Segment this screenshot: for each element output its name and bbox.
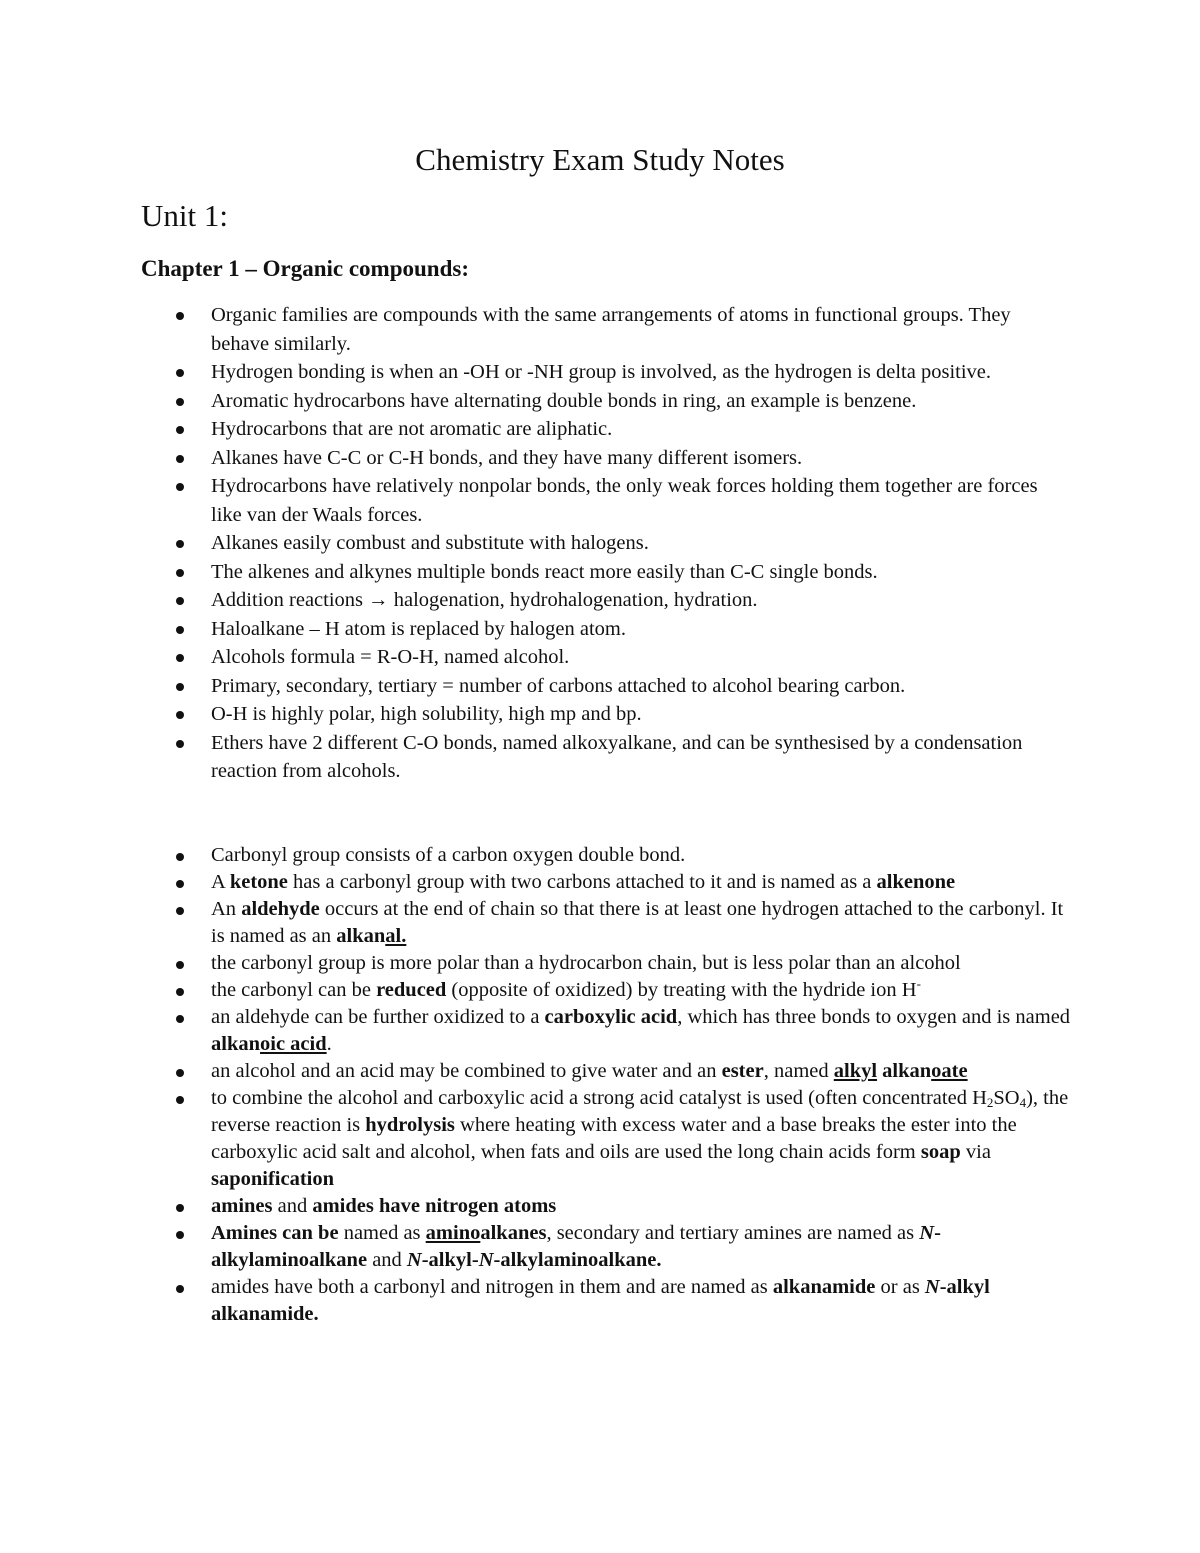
text: (opposite of oxidized) by treating with the hydride ion H <box>446 979 917 1001</box>
list-item-oxidized <box>141 1004 1071 1058</box>
list-item: Alkanes have C-C or C-H bonds, and they have many different isomers. <box>141 444 1071 473</box>
italic-n: N <box>406 1249 422 1271</box>
text: has a carbonyl group with two carbons attached to it and is named as a <box>287 871 877 893</box>
list-item-reduced <box>141 977 1071 1004</box>
list-item: Hydrogen bonding is when an -OH or -NH group is involved, as the hydrogen is delta positive. <box>141 358 1071 387</box>
text: amides have both a carbonyl and nitrogen in them and are named as <box>211 1276 773 1298</box>
text: , which has three bonds to oxygen and is named <box>677 1006 1071 1028</box>
term-prefix: amino <box>425 1222 481 1244</box>
term-part: -alkyl alkanamide. <box>211 1276 990 1325</box>
term-ester: ester <box>721 1060 764 1082</box>
document-title: Chemistry Exam Study Notes <box>415 142 785 177</box>
term-saponification: saponification <box>211 1168 335 1190</box>
list-item: Haloalkane – H atom is replaced by halogen atom. <box>141 615 1071 644</box>
italic-n: N <box>919 1222 935 1244</box>
list-item: Hydrocarbons have relatively nonpolar bonds, the only weak forces holding them together are forces like van der Waals forces. <box>141 472 1071 529</box>
term-part: alkanes <box>480 1222 547 1244</box>
text: A <box>211 871 230 893</box>
list-item: O-H is highly polar, high solubility, high mp and bp. <box>141 700 1071 729</box>
text: , secondary and tertiary amines are named as <box>546 1222 920 1244</box>
list-item: The alkenes and alkynes multiple bonds react more easily than C-C single bonds. <box>141 558 1071 587</box>
text: SO <box>993 1087 1020 1109</box>
list-item: Addition reactions → halogenation, hydrohalogenation, hydration. <box>141 586 1071 615</box>
text: ), the reverse reaction is <box>211 1087 1069 1136</box>
list-item-aldehyde <box>141 896 1071 950</box>
term-suffix: oate <box>931 1060 968 1082</box>
chapter-heading: Chapter 1 – Organic compounds: <box>141 256 469 281</box>
list-item: Alcohols formula = R-O-H, named alcohol. <box>141 643 1071 672</box>
text: , named <box>763 1060 834 1082</box>
term-part: alkan <box>211 1033 260 1055</box>
subscript: 2 <box>986 1095 994 1110</box>
text: via <box>960 1141 991 1163</box>
text: An <box>211 898 242 920</box>
term-suffix: al. <box>385 925 407 947</box>
text: . <box>326 1033 332 1055</box>
text: where heating with excess water and a base breaks the ester into the carboxylic acid salt and alcohol, when fats and oils are used the long chain acids form <box>211 1114 1017 1163</box>
text: and <box>367 1249 407 1271</box>
term-n-alkyl-n-alkylaminoalkane <box>407 1249 662 1271</box>
notes-list-part1 <box>141 301 1071 786</box>
subscript: 4 <box>1019 1095 1027 1110</box>
term-alkanoic-acid <box>211 1033 327 1055</box>
term-hydrolysis: hydrolysis <box>365 1114 455 1136</box>
term-part: -alkylaminoalkane <box>211 1222 941 1271</box>
unit-heading: Unit 1: <box>141 198 228 233</box>
list-item-carbonyl: Carbonyl group consists of a carbon oxygen double bond. <box>141 842 1071 869</box>
text: an aldehyde can be further oxidized to a <box>211 1006 545 1028</box>
list-item-ketone <box>141 869 1071 896</box>
term-part: alkan <box>877 1060 932 1082</box>
text: to combine the alcohol and carboxylic acid a strong acid catalyst is used (often concentrated H <box>211 1087 987 1109</box>
list-item-amides <box>141 1274 1071 1328</box>
term-amines-can-be: Amines can be <box>211 1222 339 1244</box>
list-item: Aromatic hydrocarbons have alternating double bonds in ring, an example is benzene. <box>141 387 1071 416</box>
term-soap: soap <box>920 1141 961 1163</box>
list-item: Ethers have 2 different C-O bonds, named alkoxyalkane, and can be synthesised by a condensation reaction from alcohols. <box>141 729 1071 786</box>
list-item-nitrogen <box>141 1193 1071 1220</box>
term-alkenone: alkenone <box>876 871 956 893</box>
text: and <box>272 1195 313 1217</box>
term-reduced: reduced <box>376 979 447 1001</box>
term-aldehyde: aldehyde <box>241 898 320 920</box>
term-carboxylic-acid: carboxylic acid <box>544 1006 678 1028</box>
list-item: Primary, secondary, tertiary = number of carbons attached to alcohol bearing carbon. <box>141 672 1071 701</box>
notes-list-part2 <box>141 842 1071 1328</box>
list-item: Hydrocarbons that are not aromatic are aliphatic. <box>141 415 1071 444</box>
text: an alcohol and an acid may be combined to give water and an <box>211 1060 722 1082</box>
term-alkanal <box>336 925 406 947</box>
text: occurs at the end of chain so that there is at least one hydrogen attached to the carbonyl. It is named as an <box>211 898 1064 947</box>
term-part: alkan <box>336 925 386 947</box>
list-item: Organic families are compounds with the same arrangements of atoms in functional groups. They behave similarly. <box>141 301 1071 358</box>
term-amides: amides have nitrogen atoms <box>312 1195 557 1217</box>
term-part: -alkylaminoalkane. <box>493 1249 662 1271</box>
term-alkyl-alkanoate <box>834 1060 968 1082</box>
text: or as <box>875 1276 925 1298</box>
term-alkanamide: alkanamide <box>772 1276 876 1298</box>
term-suffix: oic acid <box>260 1033 327 1055</box>
italic-n: N <box>478 1249 494 1271</box>
text: named as <box>338 1222 426 1244</box>
term-amines: amines <box>211 1195 273 1217</box>
text: the carbonyl can be <box>211 979 377 1001</box>
list-item-polarity: the carbonyl group is more polar than a hydrocarbon chain, but is less polar than an alcohol <box>141 950 1071 977</box>
list-item-hydrolysis <box>141 1085 1071 1193</box>
term-aminoalkanes <box>426 1222 547 1244</box>
term-ketone: ketone <box>229 871 288 893</box>
term-part: -alkyl- <box>421 1249 479 1271</box>
superscript: - <box>916 976 921 991</box>
italic-n: N <box>924 1276 940 1298</box>
term-part: alkyl <box>833 1060 878 1082</box>
list-item: Alkanes easily combust and substitute with halogens. <box>141 529 1071 558</box>
list-item-ester <box>141 1058 1071 1085</box>
list-item-amines <box>141 1220 1071 1274</box>
